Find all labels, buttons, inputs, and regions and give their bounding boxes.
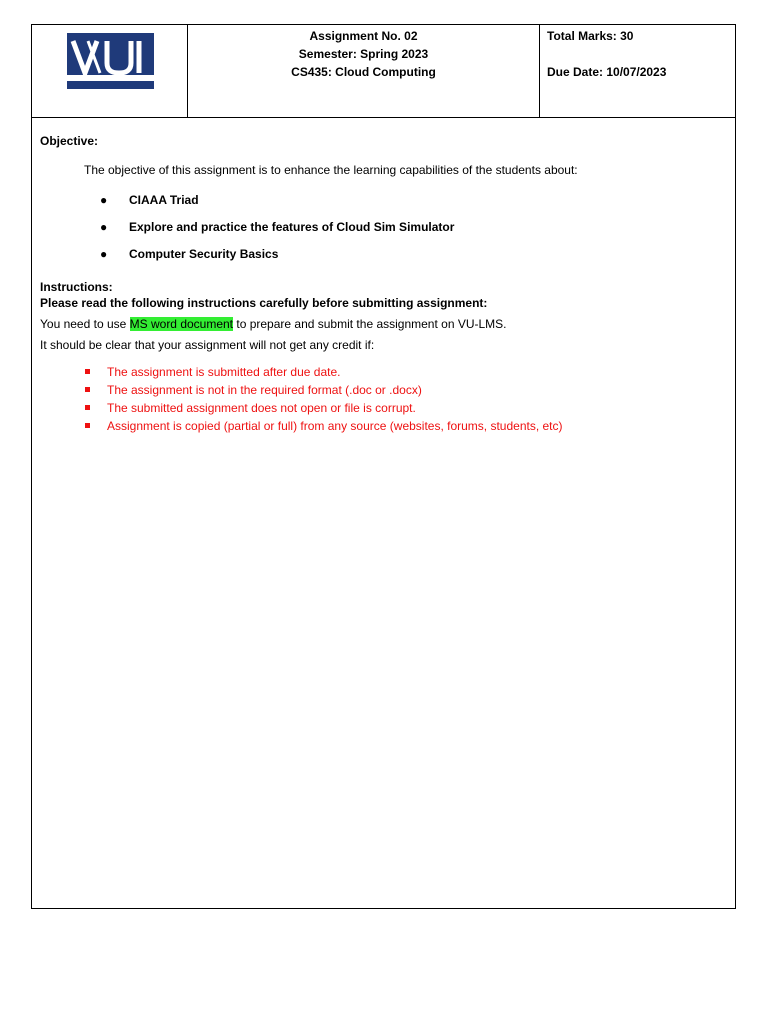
list-item [100, 246, 730, 262]
bullet-icon: ● [100, 247, 108, 261]
objective-heading: Objective: [40, 134, 99, 148]
objective-item-label: CIAAA Triad [129, 193, 199, 207]
bullet-icon: ● [100, 193, 108, 207]
square-bullet-icon [85, 405, 90, 410]
assignment-number: Assignment No. 02 [309, 29, 418, 43]
square-bullet-icon [85, 369, 90, 374]
course-name: CS435: Cloud Computing [291, 65, 436, 79]
list-item [85, 363, 730, 381]
document-body [40, 133, 730, 435]
use-suffix: to prepare and submit the assignment on VU-LMS. [233, 317, 507, 331]
instructions-heading: Instructions: [40, 280, 113, 294]
objective-item-label: Computer Security Basics [129, 247, 279, 261]
marks-cell [540, 25, 735, 117]
total-marks: Total Marks: 30 [547, 29, 634, 43]
list-item [85, 381, 730, 399]
semester: Semester: Spring 2023 [298, 47, 429, 61]
credit-intro: It should be clear that your assignment will not get any credit if: [40, 338, 375, 352]
list-item [100, 192, 730, 208]
logo-cell [32, 25, 188, 117]
objective-intro: The objective of this assignment is to enhance the learning capabilities of the students about: [84, 163, 578, 177]
objective-item-label: Explore and practice the features of Cloud Sim Simulator [129, 220, 455, 234]
square-bullet-icon [85, 423, 90, 428]
credit-item-label: Assignment is copied (partial or full) from any source (websites, forums, students, etc) [107, 419, 563, 433]
read-carefully-text: Please read the following instructions carefully before submitting assignment: [40, 296, 488, 310]
title-cell [188, 25, 540, 117]
list-item [100, 219, 730, 235]
use-word-text [40, 316, 730, 332]
logo-caption: Virtual University [81, 82, 140, 89]
credit-item-label: The assignment is submitted after due date. [107, 365, 341, 379]
list-item [85, 399, 730, 417]
credit-item-label: The assignment is not in the required format (.doc or .docx) [107, 383, 422, 397]
square-bullet-icon [85, 387, 90, 392]
header-table [32, 25, 735, 118]
list-item [85, 417, 730, 435]
no-credit-list [85, 363, 730, 435]
due-date: Due Date: 10/07/2023 [547, 65, 667, 79]
use-prefix: You need to use [40, 317, 130, 331]
credit-item-label: The submitted assignment does not open or file is corrupt. [107, 401, 416, 415]
bullet-icon: ● [100, 220, 108, 234]
document-page [31, 24, 736, 909]
vu-logo-mark [67, 33, 154, 81]
objective-list [100, 192, 730, 262]
highlighted-format: MS word document [129, 317, 234, 331]
